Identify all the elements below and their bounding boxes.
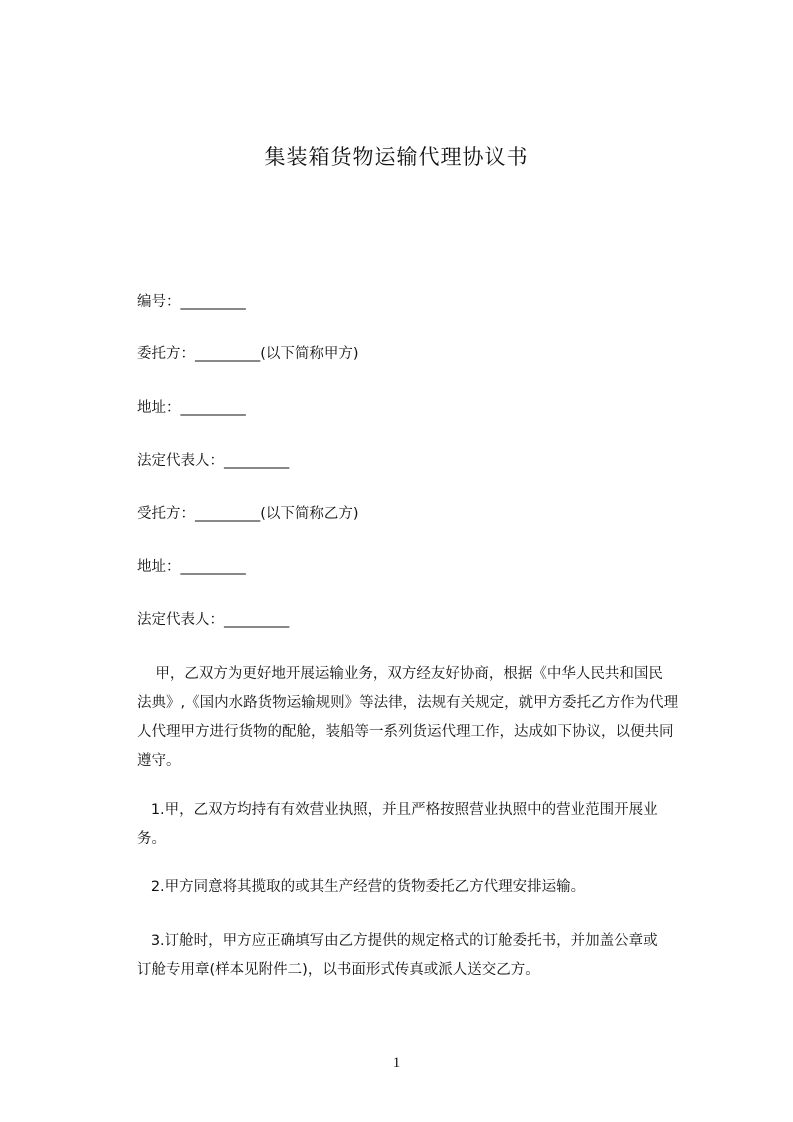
intro-paragraph bbox=[137, 660, 702, 776]
clause-1 bbox=[137, 796, 702, 854]
intro-line: 人代理甲方进行货物的配舱，装船等一系列货运代理工作，达成如下协议，以便共同 bbox=[137, 724, 674, 740]
intro-line: 遵守。 bbox=[137, 753, 181, 769]
intro-line: 法典》,《国内水路货物运输规则》等法律，法规有关规定，就甲方委托乙方作为代理 bbox=[137, 695, 679, 711]
field-principal-address: 地址：_________ bbox=[137, 400, 246, 416]
clause-3-line: 3.订舱时，甲方应正确填写由乙方提供的规定格式的订舱委托书，并加盖公章或 bbox=[137, 933, 658, 949]
field-principal-legal-rep: 法定代表人：_________ bbox=[137, 453, 290, 469]
field-agent-address: 地址：_________ bbox=[137, 559, 246, 575]
clause-3 bbox=[137, 927, 702, 985]
clause-3-line: 订舱专用章(样本见附件二)，以书面形式传真或派人送交乙方。 bbox=[137, 962, 540, 978]
clause-1-line: 1.甲，乙双方均持有有效营业执照，并且严格按照营业执照中的营业范围开展业 bbox=[137, 802, 658, 818]
clause-1-line: 务。 bbox=[137, 831, 166, 847]
field-principal: 委托方：_________(以下简称甲方) bbox=[137, 346, 359, 362]
clause-2-line: 2.甲方同意将其揽取的或其生产经营的货物委托乙方代理安排运输。 bbox=[137, 879, 586, 895]
page-number: 1 bbox=[392, 1055, 401, 1071]
document-title: 集装箱货物运输代理协议书 bbox=[264, 145, 529, 169]
field-serial-number: 编号：_________ bbox=[137, 294, 246, 310]
clause-2 bbox=[137, 873, 702, 902]
field-agent-legal-rep: 法定代表人：_________ bbox=[137, 612, 290, 628]
intro-line: 甲，乙双方为更好地开展运输业务，双方经友好协商，根据《中华人民共和国民 bbox=[137, 666, 663, 682]
field-agent: 受托方：_________(以下简称乙方) bbox=[137, 506, 359, 522]
